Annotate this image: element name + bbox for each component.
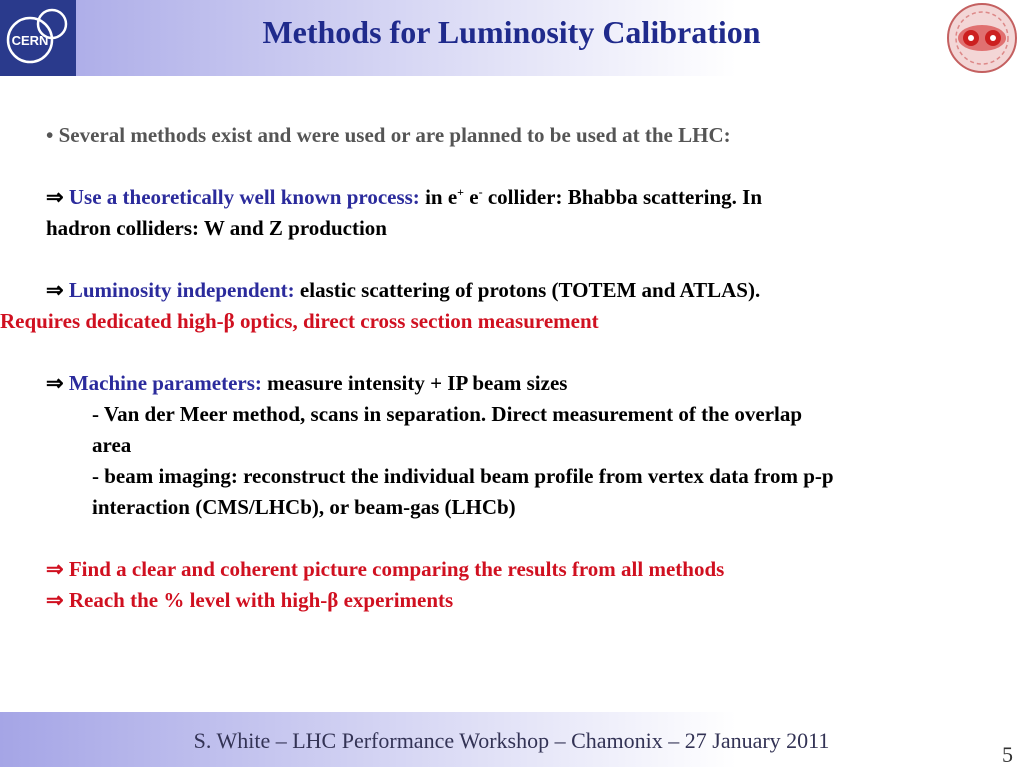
- slide-header: [0, 0, 1023, 76]
- bullet-icon: •: [46, 123, 54, 147]
- superscript: -: [478, 185, 483, 199]
- sub-item-vdm: - Van der Meer method, scans in separation. Direct measurement of the overlap: [92, 402, 803, 426]
- conclusion-text: Reach the % level with high-β experiments: [68, 588, 454, 612]
- page-title: Methods for Luminosity Calibration: [262, 14, 761, 50]
- conclusion-picture: [46, 554, 1006, 585]
- item-machine-parameters: [46, 368, 1006, 399]
- item-text: elastic scattering of protons (TOTEM and ATLAS).: [299, 278, 761, 302]
- item-text-line: hadron colliders: W and Z production: [46, 216, 387, 240]
- item-text: e: [464, 185, 479, 209]
- slide-body: [0, 120, 1006, 616]
- item-luminosity-independent: [46, 275, 1006, 306]
- item-text: collider: Bhabba scattering. In: [482, 185, 762, 209]
- intro-bullet: [46, 120, 1006, 151]
- lhc-logo: [943, 0, 1021, 76]
- item-label: Use a theoretically well known process:: [68, 185, 420, 209]
- arrow-icon: ⇒: [46, 588, 64, 612]
- intro-text: Several methods exist and were used or are planned to be used at the LHC:: [58, 123, 731, 147]
- page-number: 5: [1002, 742, 1013, 767]
- item-label: Machine parameters:: [68, 371, 262, 395]
- item-theoretical-process: [46, 182, 1006, 213]
- arrow-icon: ⇒: [46, 557, 64, 581]
- sub-item-imaging: - beam imaging: reconstruct the individual beam profile from vertex data from p-p: [92, 464, 834, 488]
- sub-item-imaging-cont: interaction (CMS/LHCb), or beam-gas (LHCb): [92, 495, 516, 519]
- arrow-icon: ⇒: [46, 185, 64, 209]
- conclusion-text: Find a clear and coherent picture comparing the results from all methods: [68, 557, 725, 581]
- superscript: +: [457, 185, 464, 199]
- item-text: measure intensity + IP beam sizes: [267, 371, 568, 395]
- slide-footer: [0, 712, 1023, 767]
- item-label: Luminosity independent:: [68, 278, 295, 302]
- svg-text:CERN: CERN: [11, 33, 49, 48]
- conclusion-level: [46, 585, 1006, 616]
- sub-item-vdm-cont: area: [92, 433, 132, 457]
- requirement-line: Requires dedicated high-β optics, direct cross section measurement: [0, 309, 599, 333]
- arrow-icon: ⇒: [46, 371, 64, 395]
- arrow-icon: ⇒: [46, 278, 64, 302]
- footer-text: S. White – LHC Performance Workshop – Chamonix – 27 January 2011: [193, 728, 830, 753]
- item-text: in e: [425, 185, 458, 209]
